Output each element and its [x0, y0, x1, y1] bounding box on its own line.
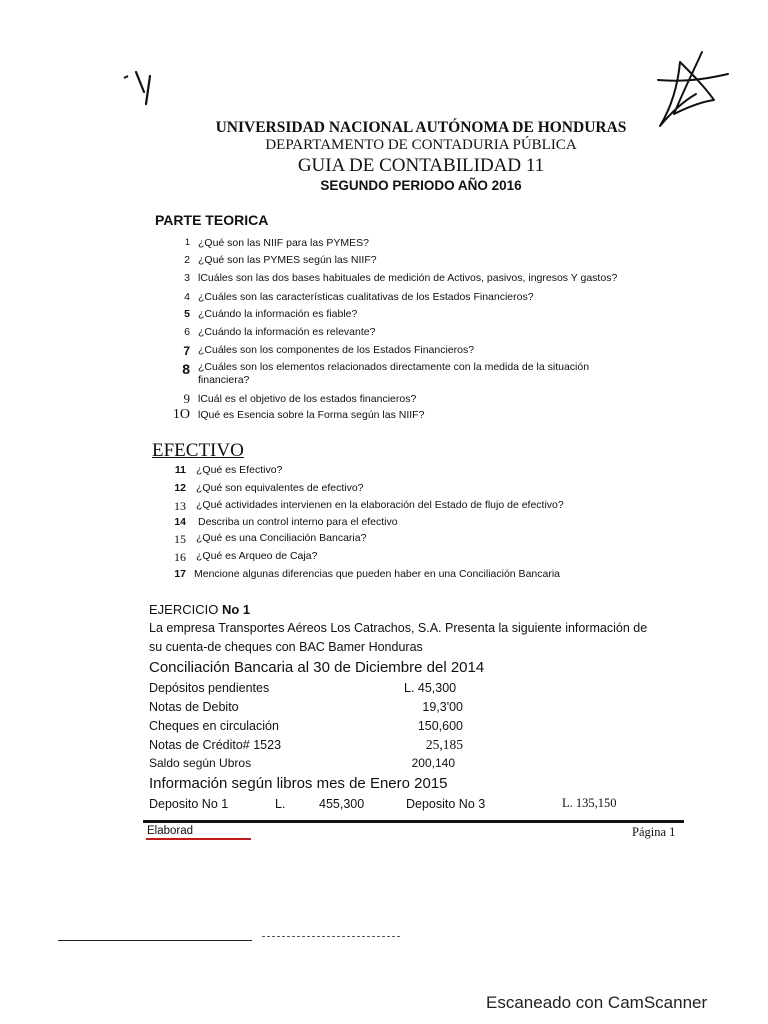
- conciliacion-row-value: 25,185: [425, 737, 463, 752]
- scanner-watermark: Escaneado con CamScanner: [486, 993, 708, 1012]
- department-name: DEPARTAMENTO DE CONTADURIA PÚBLICA: [265, 137, 577, 153]
- question-number: 13: [174, 499, 186, 513]
- footer-rule: [143, 820, 684, 823]
- conciliacion-row-label: Notas de Crédito# 1523: [149, 738, 282, 752]
- question-text: ¿Qué es una Conciliación Bancaria?: [196, 532, 367, 544]
- deposito-1-value: 455,300: [319, 797, 365, 811]
- conciliacion-row-label: Cheques en circulación: [149, 719, 279, 733]
- question-text: ¿Qué son las NIIF para las PYMES?: [198, 237, 369, 249]
- question-text: financiera?: [198, 374, 250, 386]
- handwritten-mark: [122, 68, 172, 108]
- signature-line: [58, 940, 252, 941]
- question-number: 1: [184, 237, 190, 247]
- conciliacion-row-label: Saldo según Ubros: [149, 756, 252, 770]
- exercise-number: No 1: [221, 602, 251, 617]
- conciliacion-row-label: Notas de Debito: [149, 700, 239, 714]
- red-underline: [146, 838, 251, 840]
- question-number: 17: [174, 568, 186, 580]
- deposito-3-label: Deposito No 3: [406, 797, 486, 811]
- conciliacion-row-value: L. 45,300: [404, 681, 457, 695]
- dashed-line: [262, 936, 400, 937]
- question-text: ¿Qué son las PYMES según las NIIF?: [198, 254, 377, 266]
- question-text: lCuáles son las dos bases habituales de medición de Activos, pasivos, ingresos Y gastos?: [198, 272, 618, 284]
- page-number: Página 1: [632, 825, 676, 839]
- question-text: ¿Qué son equivalentes de efectivo?: [196, 482, 364, 494]
- question-number: 1O: [172, 407, 190, 422]
- question-text: ¿Cuáles son los componentes de los Estados Financieros?: [198, 344, 475, 356]
- question-text: lCuál es el objetivo de los estados financieros?: [198, 393, 417, 405]
- question-number: 15: [174, 532, 186, 546]
- section-title-efectivo: EFECTIVO: [152, 440, 244, 461]
- question-number: 8: [182, 361, 190, 377]
- exercise-line-2: su cuenta-de cheques con BAC Bamer Honduras: [149, 640, 423, 654]
- deposito-1-label: Deposito No 1: [149, 797, 229, 811]
- question-number: 16: [174, 550, 186, 564]
- question-number: 9: [183, 391, 190, 406]
- question-text: lQué es Esencia sobre la Forma según las NIIF?: [198, 409, 425, 421]
- conciliacion-row-label: Depósitos pendientes: [149, 681, 270, 695]
- conciliacion-title: Conciliación Bancaria al 30 de Diciembre del 2014: [149, 659, 485, 676]
- conciliacion-row-value: 150,600: [417, 719, 463, 733]
- deposito-1-currency: L.: [275, 797, 286, 811]
- period-title: SEGUNDO PERIODO AÑO 2016: [320, 178, 522, 193]
- libros-title: Información según libros mes de Enero 2015: [149, 775, 448, 792]
- question-text: ¿Qué es Arqueo de Caja?: [196, 550, 318, 562]
- question-text: ¿Qué actividades intervienen en la elaboración del Estado de flujo de efectivo?: [196, 499, 564, 511]
- question-number: 14: [174, 516, 186, 528]
- exercise-heading: [149, 602, 250, 617]
- question-number: 12: [174, 482, 186, 494]
- question-number: 4: [184, 291, 190, 303]
- conciliacion-row-value: 200,140: [411, 756, 455, 770]
- question-text: ¿Cuándo la información es relevante?: [198, 326, 376, 338]
- conciliacion-row-value: 19,3'00: [422, 700, 463, 714]
- deposito-3-value: L. 135,150: [562, 796, 617, 810]
- question-number: 2: [184, 254, 190, 266]
- elaborado-label: Elaborad: [147, 825, 194, 837]
- question-number: 6: [184, 326, 190, 338]
- guide-title: GUIA DE CONTABILIDAD 11: [297, 155, 545, 176]
- question-number: 5: [184, 308, 190, 320]
- question-number: 11: [174, 464, 186, 476]
- exercise-line-1: La empresa Transportes Aéreos Los Catrachos, S.A. Presenta la siguiente información de: [149, 621, 648, 635]
- question-text: Mencione algunas diferencias que pueden haber en una Conciliación Bancaria: [194, 568, 561, 580]
- question-text: ¿Cuáles son las características cualitativas de los Estados Financieros?: [198, 291, 534, 303]
- exercise-label: EJERCICIO: [149, 602, 219, 617]
- question-number: 3: [184, 272, 190, 284]
- section-title-parte-teorica: PARTE TEORICA: [155, 212, 269, 228]
- question-text: ¿Cuándo la información es fiable?: [198, 308, 358, 320]
- question-text: Describa un control interno para el efectivo: [198, 516, 398, 528]
- question-text: ¿Qué es Efectivo?: [196, 464, 283, 476]
- university-name: UNIVERSIDAD NACIONAL AUTÓNOMA DE HONDURAS: [215, 119, 627, 136]
- question-text: ¿Cuáles son los elementos relacionados directamente con la medida de la situación: [198, 361, 590, 373]
- question-number: 7: [183, 344, 190, 358]
